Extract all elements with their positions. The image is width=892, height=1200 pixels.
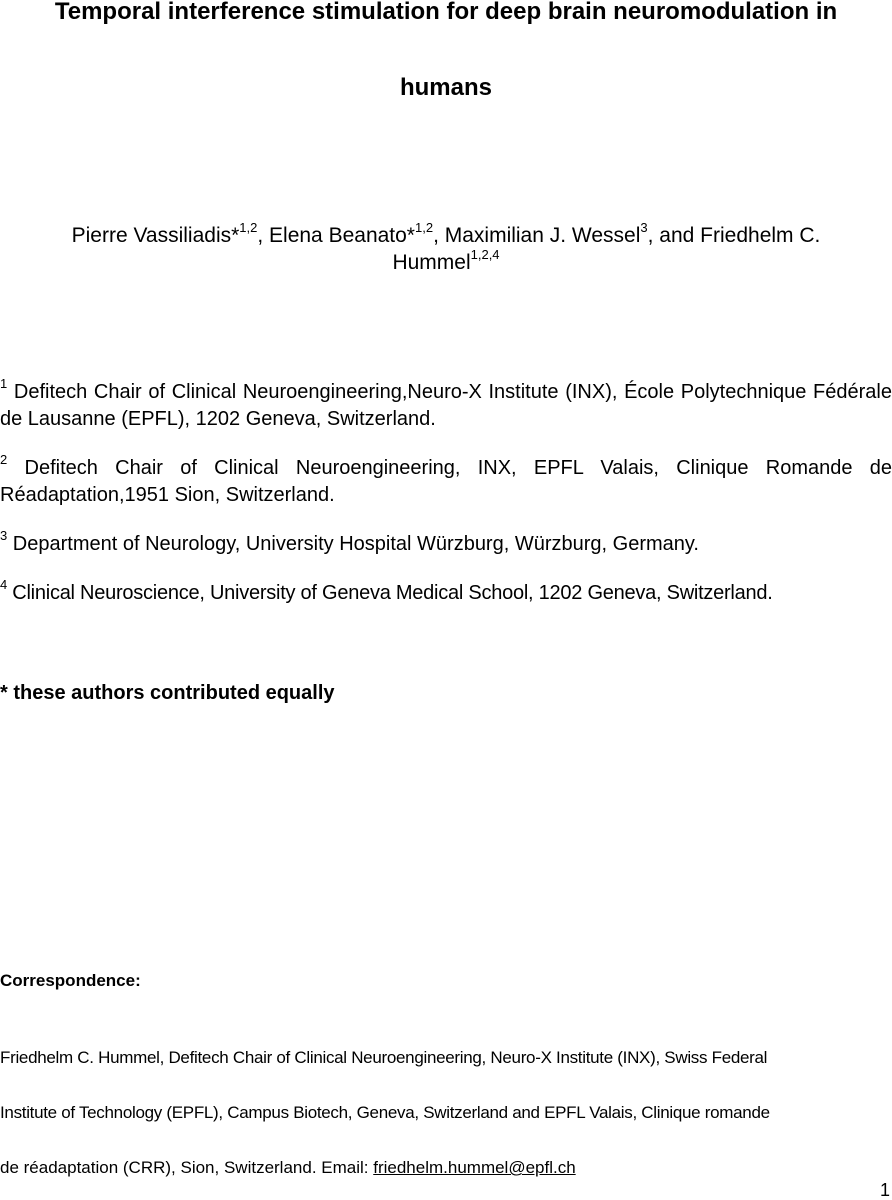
equal-contribution-note: * these authors contributed equally xyxy=(0,682,335,704)
correspondence-line-1: Friedhelm C. Hummel, Defitech Chair of Clinical Neuroengineering, Neuro-X Institute (INX), Swiss Federal xyxy=(0,1048,768,1067)
affiliation-text: Department of Neurology, University Hospital Würzburg, Würzburg, Germany. xyxy=(7,533,699,555)
affiliation-number: 3 xyxy=(0,528,8,544)
page-number: 1 xyxy=(879,1180,890,1200)
author-name: , and Friedhelm C. xyxy=(647,224,821,247)
correspondence-heading: Correspondence: xyxy=(0,971,141,990)
author-affiliation-sup: 1,2 xyxy=(239,220,258,235)
author-name: Pierre Vassiliadis* xyxy=(71,224,240,247)
affiliation-number: 1 xyxy=(0,376,8,392)
affiliation-number: 2 xyxy=(0,452,8,468)
affiliation-4 xyxy=(0,577,892,607)
author-affiliation-sup: 3 xyxy=(640,220,648,235)
paper-title-line-2: humans xyxy=(399,74,492,101)
author-name: , Elena Beanato* xyxy=(257,224,415,247)
author-list xyxy=(0,222,892,276)
email-link[interactable]: friedhelm.hummel@epfl.ch xyxy=(373,1158,576,1177)
correspondence-line-3-text: de réadaptation (CRR), Sion, Switzerland. Email: xyxy=(0,1158,374,1177)
author-name: , Maximilian J. Wessel xyxy=(433,224,641,247)
correspondence-line-3 xyxy=(0,1158,892,1178)
affiliation-text: Defitech Chair of Clinical Neuroengineering, INX, EPFL Valais, Clinique Romande de Réadaptation,1951 Sion, Switzerland. xyxy=(0,457,892,506)
paper-title-line-1: Temporal interference stimulation for deep brain neuromodulation in xyxy=(54,0,838,25)
author-affiliation-sup: 1,2,4 xyxy=(470,247,500,262)
affiliation-text: Defitech Chair of Clinical Neuroengineering,Neuro-X Institute (INX), École Polytechnique Fédérale de Lausanne (EPFL), 1202 Geneva, Switzerland. xyxy=(0,381,892,430)
correspondence-line-2: Institute of Technology (EPFL), Campus Biotech, Geneva, Switzerland and EPFL Valais, Clinique romande xyxy=(0,1103,770,1122)
affiliation-1 xyxy=(0,376,892,433)
affiliation-text: Clinical Neuroscience, University of Geneva Medical School, 1202 Geneva, Switzerland. xyxy=(6,582,773,604)
affiliation-3 xyxy=(0,528,892,558)
author-name: Hummel xyxy=(392,251,471,274)
author-affiliation-sup: 1,2 xyxy=(414,220,434,235)
affiliation-number: 4 xyxy=(0,577,7,593)
affiliation-2 xyxy=(0,452,892,509)
